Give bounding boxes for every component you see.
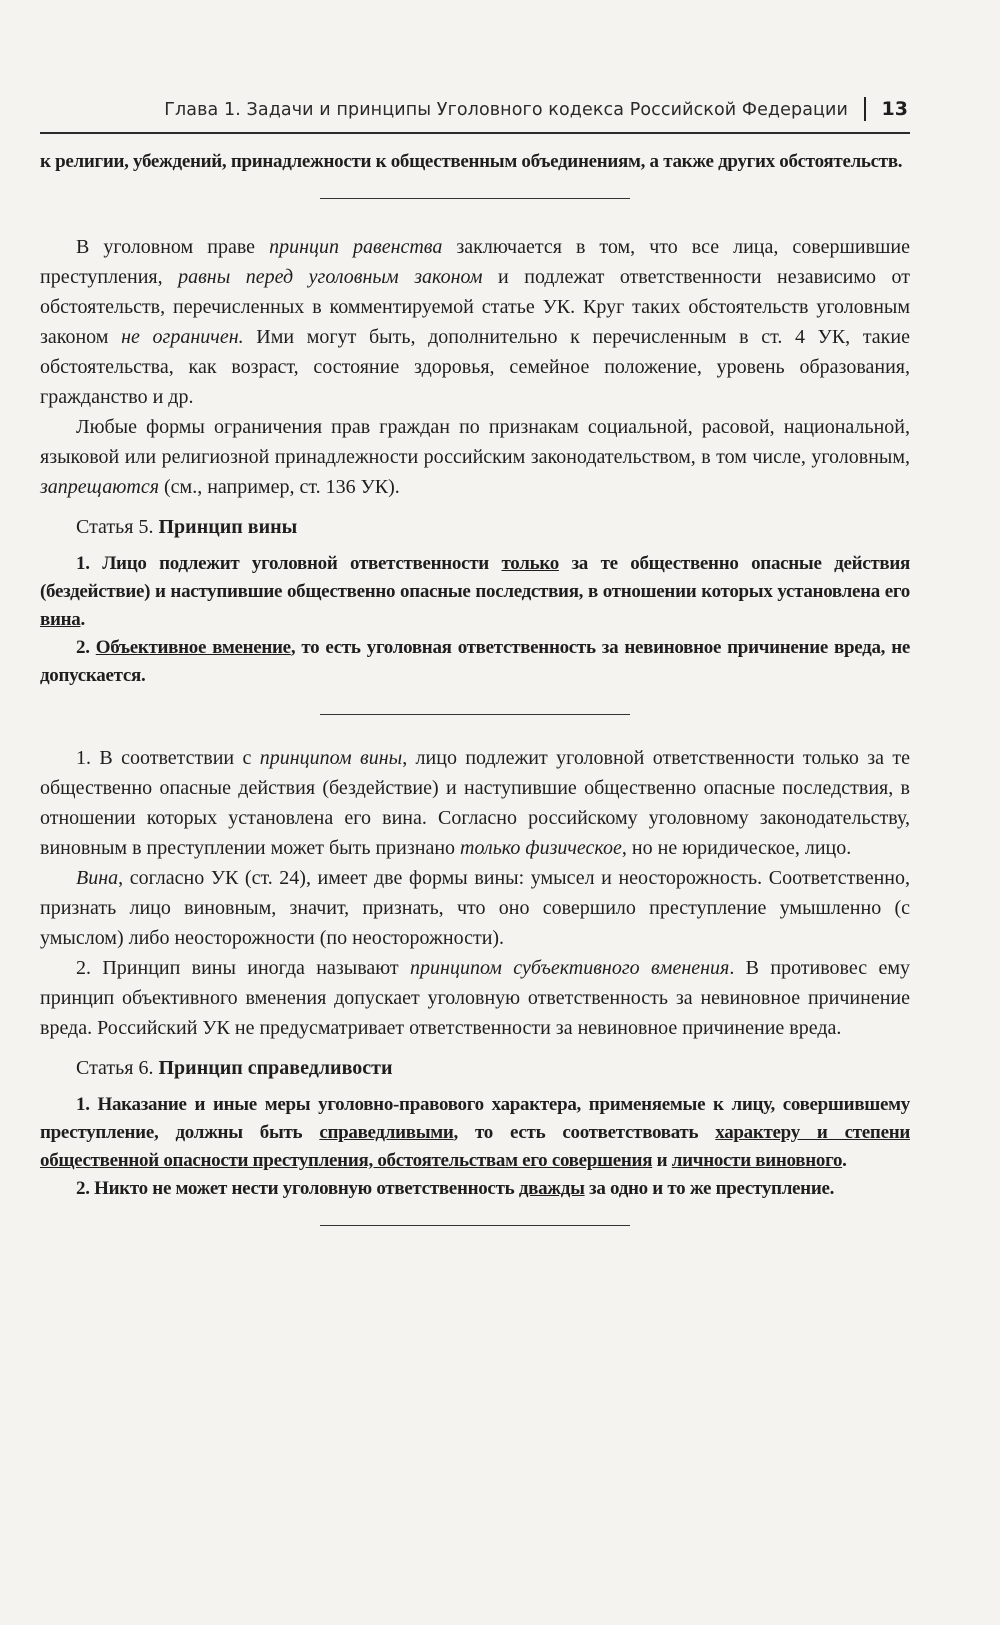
section-divider — [320, 1225, 630, 1226]
commentary-paragraph-restrictions: Любые формы ограничения прав граждан по признакам социальной, расовой, национальной, языковой или религиозной принадлежности российским законодательством, в том числе, уголовным, запрещаются (см., например, ст. 136 УК). — [40, 416, 910, 498]
chapter-title: Глава 1. Задачи и принципы Уголовного кодекса Российской Федерации — [164, 100, 848, 120]
article-label: Статья 6. — [76, 1057, 154, 1079]
section-divider — [320, 198, 630, 199]
article-5-part-1: 1. Лицо подлежит уголовной ответственности только за те общественно опасные действия (бездействие) и наступившие общественно опасные последствия, в отношении которых установлена его вина. — [40, 553, 910, 630]
article-6-part-1: 1. Наказание и иные меры уголовно-правового характера, применяемые к лицу, совершившему преступление, должны быть справедливыми, то есть соответствовать характеру и степени общественной опасности преступления, обстоятельствам его совершения и личности виновного. — [40, 1094, 910, 1171]
running-header — [40, 92, 910, 134]
article-title: Принцип вины — [158, 516, 298, 538]
article-6-part-2: 2. Никто не может нести уголовную ответственность дважды за одно и то же преступление. — [76, 1178, 835, 1199]
header-separator — [864, 97, 866, 121]
page-number: 13 — [881, 98, 908, 120]
page-content — [40, 148, 910, 1226]
article-5-part-2: 2. Объективное вменение, то есть уголовная ответственность за невиновное причинение вреда, не допускается. — [40, 637, 910, 686]
section-divider — [320, 714, 630, 715]
commentary-guilt-forms: Вина, согласно УК (ст. 24), имеет две формы вины: умысел и неосторожность. Соответственно, признать лицо виновным, значит, признать, что оно совершило преступление умышленно (с умыслом) либо неосторожности (по неосторожности). — [40, 867, 910, 949]
article-5-heading — [40, 512, 910, 542]
commentary-point-1: 1. В соответствии с принципом вины, лицо подлежит уголовной ответственности только за те общественно опасные действия (бездействие) и наступившие общественно опасные последствия, в отношении которых установлена его вина. Согласно российскому уголовному законодательству, виновным в преступлении может быть признано только физическое, но не юридическое, лицо. — [40, 747, 911, 859]
commentary-paragraph-equality: В уголовном праве принцип равенства заключается в том, что все лица, совершившие преступления, равны перед уголовным законом и подлежат ответственности независимо от обстоятельств, перечисленных в комментируемой статье УК. Круг таких обстоятельств уголовным законом не ограничен. Ими могут быть, дополнительно к перечисленным в ст. 4 УК, такие обстоятельства, как возраст, состояние здоровья, семейное положение, уровень образования, гражданство и др. — [40, 236, 911, 408]
article-6-heading — [40, 1053, 910, 1083]
article-label: Статья 5. — [76, 516, 154, 538]
law-text-continuation: к религии, убеждений, принадлежности к общественным объединениям, а также других обстоятельств. — [40, 151, 903, 172]
article-title: Принцип справедливости — [158, 1057, 393, 1079]
commentary-point-2: 2. Принцип вины иногда называют принципом субъективного вменения. В противовес ему принцип объективного вменения допускает уголовную ответственность за невиновное причинение вреда. Российский УК не предусматривает ответственности за невиновное причинение вреда. — [40, 957, 911, 1039]
